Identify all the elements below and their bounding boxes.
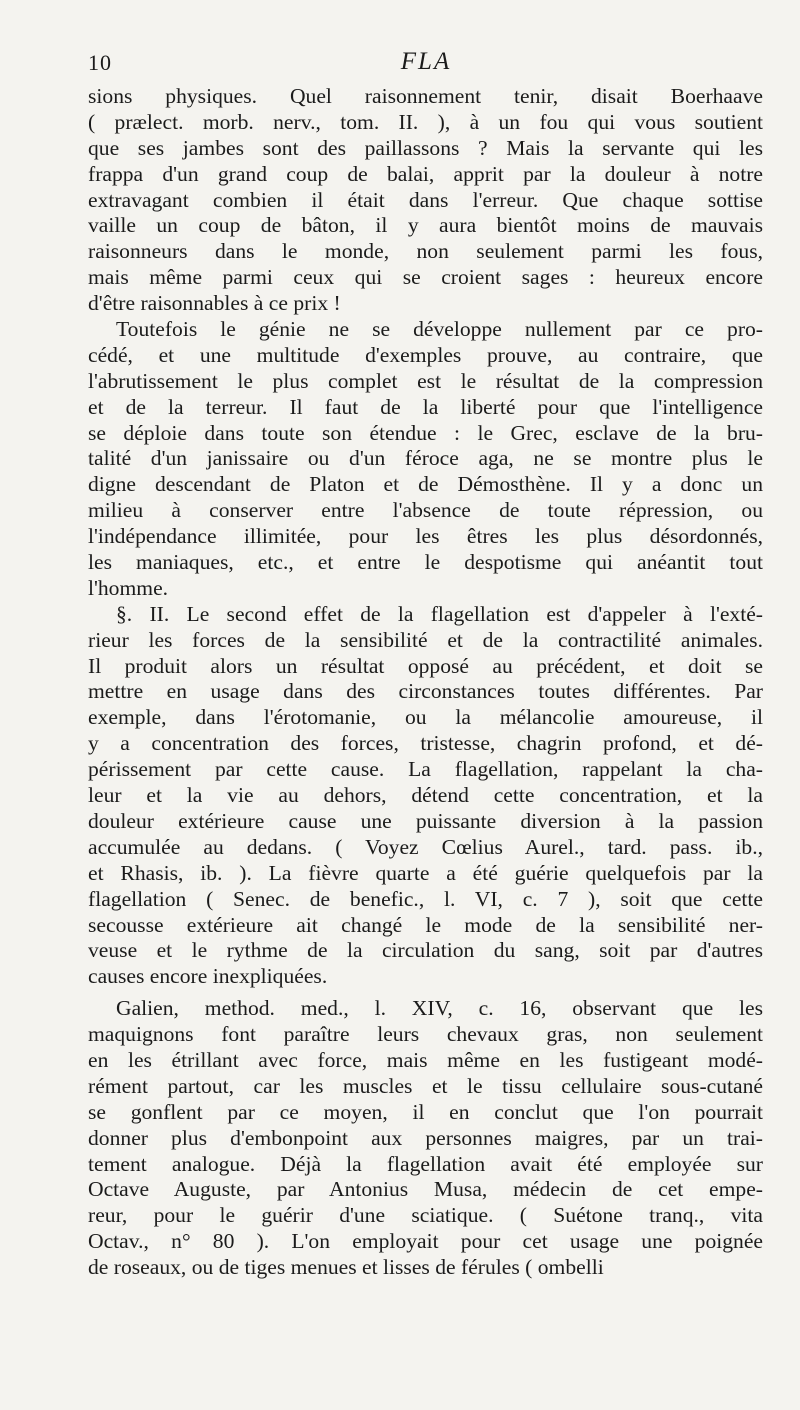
text-line: leur et la vie au dehors, détend cette concentration, et la: [88, 783, 763, 808]
text-line: rieur les forces de la sensibilité et de la contractilité animales.: [88, 627, 763, 652]
text-line: ( prælect. morb. nerv., tom. II. ), à un fou qui vous soutient: [88, 109, 763, 134]
paragraph: [88, 996, 763, 1281]
text-line: douleur extérieure cause une puissante diversion à la passion: [88, 808, 763, 833]
text-line: et Rhasis, ib. ). La fièvre quarte a été guérie quelquefois par la: [88, 860, 763, 885]
text-line: milieu à conserver entre l'absence de toute répression, ou: [88, 498, 763, 523]
paragraph: [88, 84, 763, 317]
text-line: les maniaques, etc., et entre le despotisme qui anéantit tout: [88, 550, 763, 575]
paragraph: [88, 602, 763, 990]
text-line: donner plus d'embonpoint aux personnes maigres, par un trai-: [88, 1125, 763, 1150]
text-line: Octav., n° 80 ). L'on employait pour cet usage une poignée: [88, 1229, 763, 1254]
text-line: mettre en usage dans des circonstances toutes différentes. Par: [88, 679, 763, 704]
text-line: raisonneurs dans le monde, non seulement parmi les fous,: [88, 239, 763, 264]
text-line: talité d'un janissaire ou d'un féroce aga, ne se montre plus le: [88, 446, 763, 471]
text-line: se déploie dans toute son étendue : le Grec, esclave de la bru-: [88, 420, 763, 445]
text-line: reur, pour le guérir d'une sciatique. ( Suétone tranq., vita: [88, 1203, 763, 1228]
text-line: d'être raisonnables à ce prix !: [88, 291, 341, 316]
page-header: [88, 48, 764, 80]
text-line: et de la terreur. Il faut de la liberté pour que l'intelligence: [88, 394, 763, 419]
running-head: FLA: [400, 48, 452, 75]
text-line: secousse extérieure ait changé le mode de la sensibilité ner-: [88, 912, 763, 937]
text-line: digne descendant de Platon et de Démosthène. Il y a donc un: [88, 472, 763, 497]
text-line: rément partout, car les muscles et le tissu cellulaire sous-cutané: [88, 1073, 763, 1098]
paragraph: [88, 317, 763, 602]
text-line: que ses jambes sont des paillassons ? Mais la servante qui les: [88, 135, 763, 160]
text-line: vaille un coup de bâton, il y aura bientôt moins de mauvais: [88, 213, 763, 238]
text-line: tement analogue. Déjà la flagellation avait été employée sur: [88, 1151, 763, 1176]
text-line: exemple, dans l'érotomanie, ou la mélancolie amoureuse, il: [88, 705, 763, 730]
text-line: l'abrutissement le plus complet est le résultat de la compression: [88, 368, 763, 393]
text-line: mais même parmi ceux qui se croient sages : heureux encore: [88, 265, 763, 290]
text-line: de roseaux, ou de tiges menues et lisses de férules ( ombelli: [88, 1255, 604, 1280]
body-text: [88, 84, 763, 1281]
text-line: y a concentration des forces, tristesse, chagrin profond, et dé-: [88, 731, 763, 756]
text-line: accumulée au dedans. ( Voyez Cœlius Aurel., tard. pass. ib.,: [88, 834, 763, 859]
text-line: veuse et le rythme de la circulation du sang, soit par d'autres: [88, 938, 763, 963]
text-line: l'indépendance illimitée, pour les êtres les plus désordonnés,: [88, 524, 763, 549]
text-line: flagellation ( Senec. de benefic., l. VI, c. 7 ), soit que cette: [88, 886, 763, 911]
text-line: se gonflent par ce moyen, il en conclut que l'on pourrait: [88, 1099, 763, 1124]
text-line: Galien, method. med., l. XIV, c. 16, observant que les: [116, 996, 763, 1021]
text-line: extravagant combien il était dans l'erreur. Que chaque sottise: [88, 187, 763, 212]
text-line: maquignons font paraître leurs chevaux gras, non seulement: [88, 1022, 763, 1047]
text-line: sions physiques. Quel raisonnement tenir, disait Boerhaave: [88, 84, 763, 108]
text-line: Toutefois le génie ne se développe nullement par ce pro-: [116, 317, 763, 342]
text-line: frappa d'un grand coup de balai, apprit par la douleur à notre: [88, 161, 763, 186]
text-line: en les étrillant avec force, mais même en les fustigeant modé-: [88, 1047, 763, 1072]
text-line: §. II. Le second effet de la flagellation est d'appeler à l'exté-: [116, 601, 763, 626]
text-line: cédé, et une multitude d'exemples prouve, au contraire, que: [88, 342, 763, 367]
text-line: causes encore inexpliquées.: [88, 964, 328, 989]
text-line: Il produit alors un résultat opposé au précédent, et doit se: [88, 653, 763, 678]
text-line: périssement par cette cause. La flagellation, rappelant la cha-: [88, 757, 763, 782]
text-line: Octave Auguste, par Antonius Musa, médecin de cet empe-: [88, 1177, 763, 1202]
page-number: 10: [88, 50, 112, 75]
text-line: l'homme.: [88, 575, 169, 600]
